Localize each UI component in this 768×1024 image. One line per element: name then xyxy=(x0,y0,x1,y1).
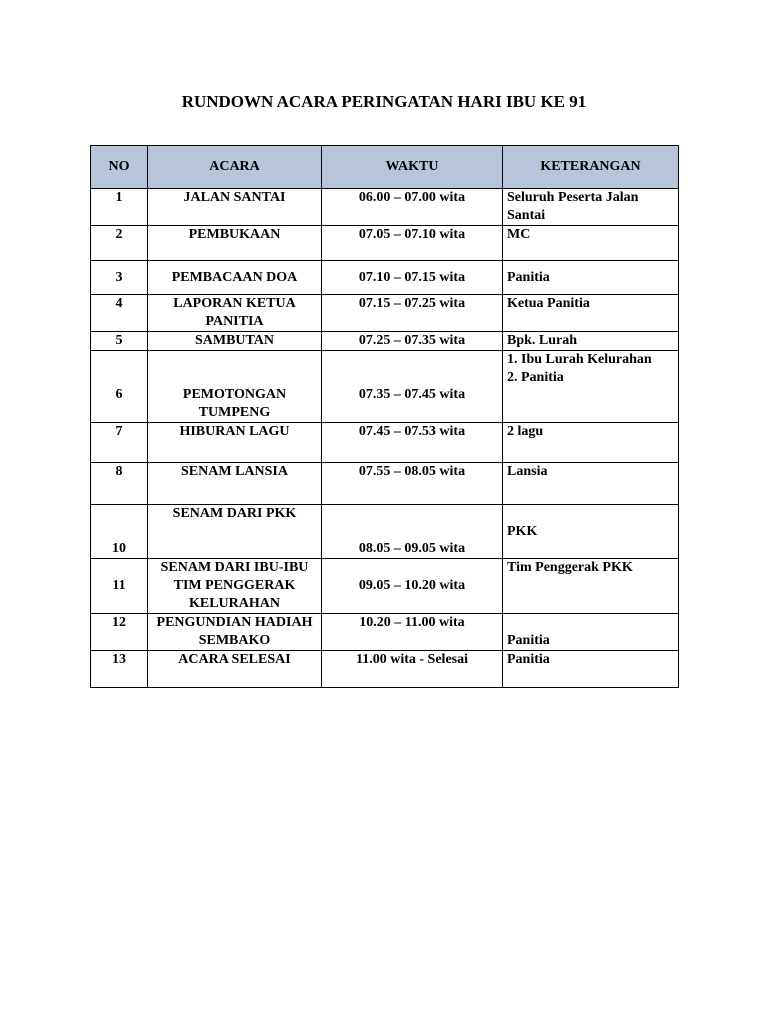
row-no: 12 xyxy=(91,614,148,651)
table-row xyxy=(91,189,679,226)
row-keterangan: Ketua Panitia xyxy=(503,295,679,332)
row-waktu: 08.05 – 09.05 wita xyxy=(322,505,503,559)
row-no: 1 xyxy=(91,189,148,226)
row-waktu: 09.05 – 10.20 wita xyxy=(322,559,503,614)
row-keterangan: MC xyxy=(503,226,679,261)
table-row xyxy=(91,226,679,261)
row-waktu: 10.20 – 11.00 wita xyxy=(322,614,503,651)
row-acara: SAMBUTAN xyxy=(148,332,322,351)
row-no: 3 xyxy=(91,261,148,295)
row-keterangan: 1. Ibu Lurah Kelurahan 2. Panitia xyxy=(503,351,679,423)
table-row xyxy=(91,651,679,688)
rundown-table xyxy=(90,145,679,688)
row-keterangan: Panitia xyxy=(503,261,679,295)
row-acara: PEMBACAAN DOA xyxy=(148,261,322,295)
row-keterangan: 2 lagu xyxy=(503,423,679,463)
row-keterangan: Seluruh Peserta Jalan Santai xyxy=(503,189,679,226)
row-acara: JALAN SANTAI xyxy=(148,189,322,226)
row-acara: PENGUNDIAN HADIAH SEMBAKO xyxy=(148,614,322,651)
row-acara: PEMOTONGAN TUMPENG xyxy=(148,351,322,423)
row-keterangan: Tim Penggerak PKK xyxy=(503,559,679,614)
row-waktu: 07.35 – 07.45 wita xyxy=(322,351,503,423)
row-keterangan: Bpk. Lurah xyxy=(503,332,679,351)
header-acara: ACARA xyxy=(148,146,322,189)
table-row xyxy=(91,261,679,295)
row-acara: SENAM LANSIA xyxy=(148,463,322,505)
row-no: 2 xyxy=(91,226,148,261)
row-waktu: 07.05 – 07.10 wita xyxy=(322,226,503,261)
document-title: RUNDOWN ACARA PERINGATAN HARI IBU KE 91 xyxy=(181,92,587,111)
row-keterangan: Panitia xyxy=(503,614,679,651)
row-no: 8 xyxy=(91,463,148,505)
row-no: 5 xyxy=(91,332,148,351)
row-acara: PEMBUKAAN xyxy=(148,226,322,261)
row-keterangan: Panitia xyxy=(503,651,679,688)
table-row xyxy=(91,463,679,505)
table-row xyxy=(91,351,679,423)
row-keterangan: Lansia xyxy=(503,463,679,505)
row-waktu: 07.55 – 08.05 wita xyxy=(322,463,503,505)
row-no: 6 xyxy=(91,351,148,423)
row-waktu: 11.00 wita - Selesai xyxy=(322,651,503,688)
row-keterangan: PKK xyxy=(503,505,679,559)
header-waktu: WAKTU xyxy=(322,146,503,189)
table-row xyxy=(91,423,679,463)
header-no: NO xyxy=(91,146,148,189)
row-no: 4 xyxy=(91,295,148,332)
row-no: 13 xyxy=(91,651,148,688)
row-acara: SENAM DARI IBU-IBU TIM PENGGERAK KELURAHAN xyxy=(148,559,322,614)
table-row xyxy=(91,559,679,614)
row-waktu: 06.00 – 07.00 wita xyxy=(322,189,503,226)
table-row xyxy=(91,614,679,651)
row-no: 11 xyxy=(91,559,148,614)
row-waktu: 07.10 – 07.15 wita xyxy=(322,261,503,295)
row-no: 7 xyxy=(91,423,148,463)
table-header-row xyxy=(91,146,679,189)
header-keterangan: KETERANGAN xyxy=(503,146,679,189)
row-acara: LAPORAN KETUA PANITIA xyxy=(148,295,322,332)
row-acara: HIBURAN LAGU xyxy=(148,423,322,463)
row-acara: ACARA SELESAI xyxy=(148,651,322,688)
row-acara: SENAM DARI PKK xyxy=(148,505,322,559)
row-waktu: 07.45 – 07.53 wita xyxy=(322,423,503,463)
table-row xyxy=(91,505,679,559)
row-no: 10 xyxy=(91,505,148,559)
table-row xyxy=(91,295,679,332)
table-row xyxy=(91,332,679,351)
row-waktu: 07.25 – 07.35 wita xyxy=(322,332,503,351)
row-waktu: 07.15 – 07.25 wita xyxy=(322,295,503,332)
